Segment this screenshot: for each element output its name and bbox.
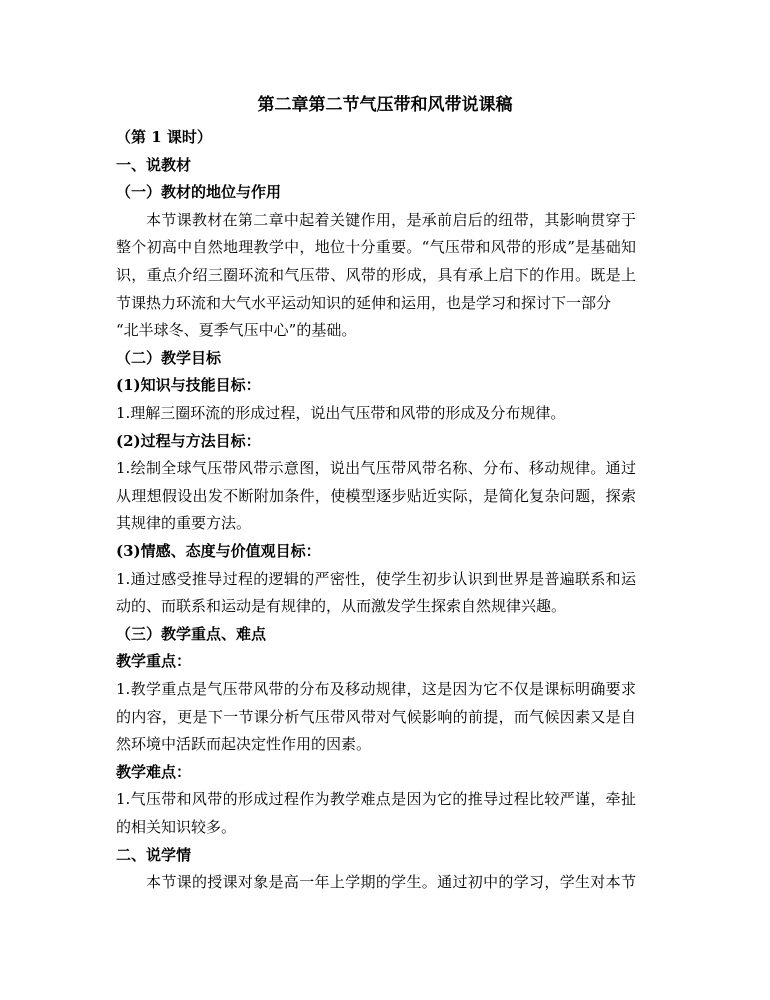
document-title: 第二章第二节气压带和风带说课稿 (257, 95, 513, 115)
paragraph-line: 1.绘制全球气压带风带示意图，说出气压带风带名称、分布、移动规律。通过 (116, 459, 636, 478)
paragraph-line: 的内容，更是下一节课分析气压带风带对气候影响的前提，而气候因素又是自 (116, 707, 636, 726)
paragraph-line: 动的、而联系和运动是有规律的，从而激发学生探索自然规律兴趣。 (116, 597, 567, 616)
paragraph-line: 整个初高中自然地理教学中，地位十分重要。“气压带和风带的形成”是基础知 (116, 238, 636, 257)
section-heading: 教学重点： (116, 652, 192, 671)
paragraph-line: 从理想假设出发不断附加条件，使模型逐步贴近实际，是简化复杂问题，探索 (116, 486, 636, 505)
section-heading: (1)知识与技能目标： (116, 376, 261, 395)
section-heading: 教学难点： (116, 762, 192, 781)
paragraph-line: 其规律的重要方法。 (116, 514, 252, 533)
paragraph-line: 识，重点介绍三圈环流和气压带、风带的形成，具有承上启下的作用。既是上 (116, 266, 636, 284)
section-heading: （二）教学目标 (116, 348, 222, 367)
paragraph-line: 的相关知识较多。 (116, 818, 237, 836)
section-heading: （三）教学重点、难点 (116, 624, 267, 643)
section-heading: 一、说教材 (116, 155, 192, 174)
paragraph-line: 1.气压带和风带的形成过程作为教学难点是因为它的推导过程比较严谨，牵扯 (116, 790, 636, 809)
section-heading: (3)情感、态度与价值观目标： (116, 542, 321, 560)
paragraph-line: 本节课教材在第二章中起着关键作用，是承前启后的纽带，其影响贯穿于 (146, 210, 636, 229)
paragraph-line: “北半球冬、夏季气压中心”的基础。 (116, 321, 357, 340)
paragraph-line: 1.通过感受推导过程的逻辑的严密性，使学生初步认识到世界是普遍联系和运 (116, 569, 636, 588)
section-heading: （一）教材的地位与作用 (116, 183, 282, 202)
paragraph-line: 1.教学重点是气压带风带的分布及移动规律，这是因为它不仅是课标明确要求 (116, 680, 636, 698)
paragraph-line: 然环境中活跃而起决定性作用的因素。 (116, 735, 372, 754)
section-heading: (2)过程与方法目标： (116, 431, 261, 450)
section-heading: 二、说学情 (116, 845, 192, 864)
paragraph-line: 1.理解三圈环流的形成过程，说出气压带和风带的形成及分布规律。 (116, 404, 566, 422)
section-heading: （第 1 课时） (116, 128, 212, 146)
paragraph-line: 本节课的授课对象是高一年上学期的学生。通过初中的学习，学生对本节 (146, 873, 636, 892)
paragraph-line: 节课热力环流和大气水平运动知识的延伸和运用，也是学习和探讨下一部分 (116, 293, 612, 312)
